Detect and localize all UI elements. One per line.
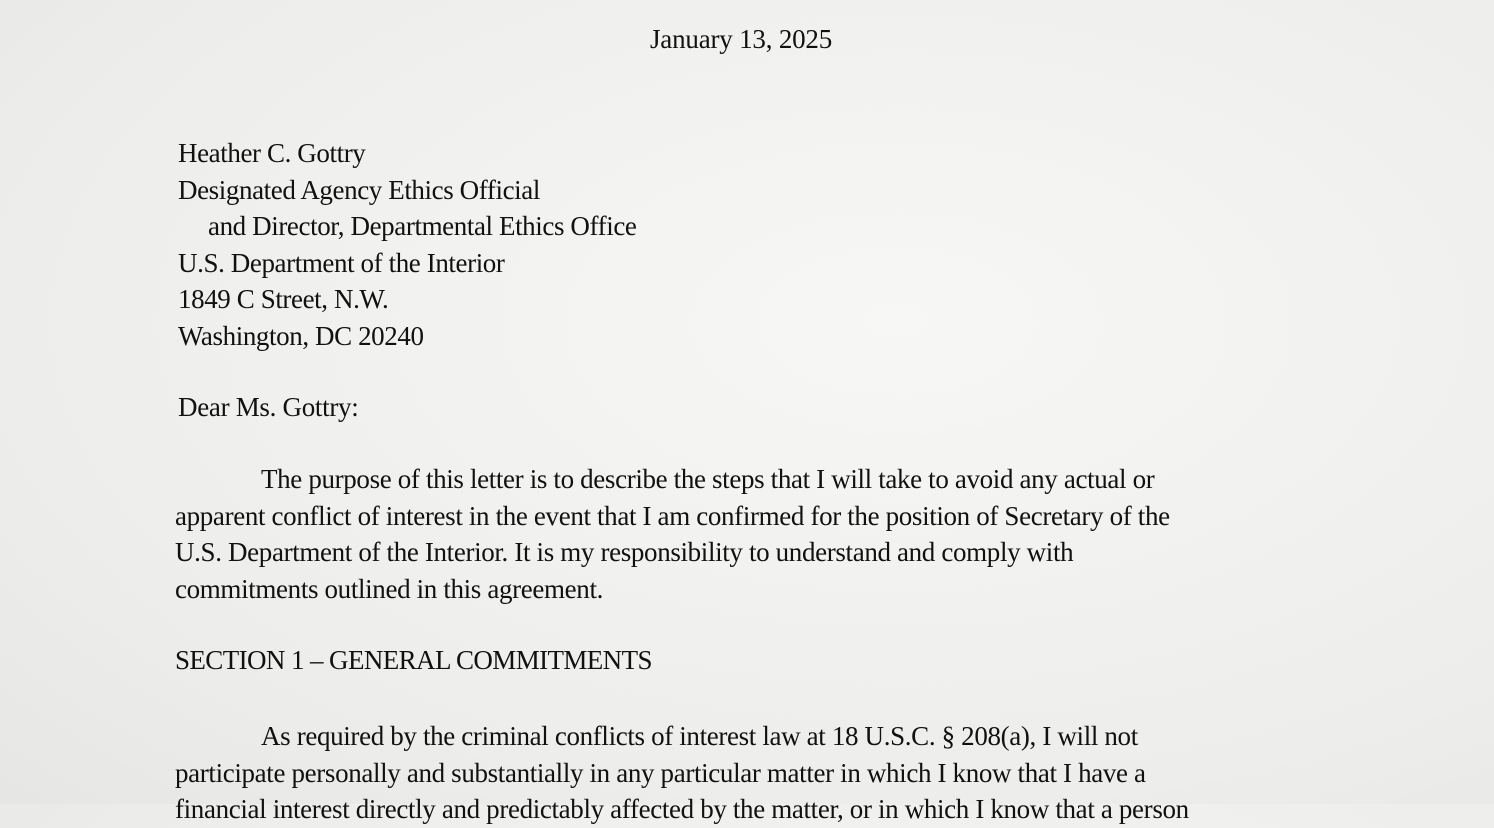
letter-date: January 13, 2025 <box>650 24 833 54</box>
paragraph-line: As required by the criminal conflicts of interest law at 18 U.S.C. § 208(a), I will not <box>261 721 1138 751</box>
paragraph-line: The purpose of this letter is to describe the steps that I will take to avoid any actual or <box>261 464 1155 494</box>
purpose-paragraph <box>175 461 1335 607</box>
commitments-paragraph <box>175 718 1335 828</box>
recipient-city: Washington, DC 20240 <box>178 320 424 351</box>
section-heading: SECTION 1 – GENERAL COMMITMENTS <box>175 645 652 675</box>
recipient-name: Heather C. Gottry <box>178 138 366 168</box>
recipient-department: U.S. Department of the Interior <box>178 247 505 278</box>
paragraph-line: financial interest directly and predictably affected by the matter, or in which I know that a person <box>175 794 1189 824</box>
paragraph-line: apparent conflict of interest in the event that I am confirmed for the position of Secretary of the <box>175 500 1170 531</box>
salutation: Dear Ms. Gottry: <box>178 392 359 422</box>
paragraph-line: participate personally and substantially in any particular matter in which I know that I have a <box>175 757 1146 788</box>
recipient-title: Designated Agency Ethics Official <box>178 174 540 205</box>
paragraph-line: U.S. Department of the Interior. It is my responsibility to understand and comply with <box>175 537 1074 567</box>
recipient-address-block <box>178 135 637 354</box>
recipient-title-continued: and Director, Departmental Ethics Office <box>208 211 637 241</box>
recipient-street: 1849 C Street, N.W. <box>178 284 389 314</box>
paragraph-line: commitments outlined in this agreement. <box>175 573 604 604</box>
